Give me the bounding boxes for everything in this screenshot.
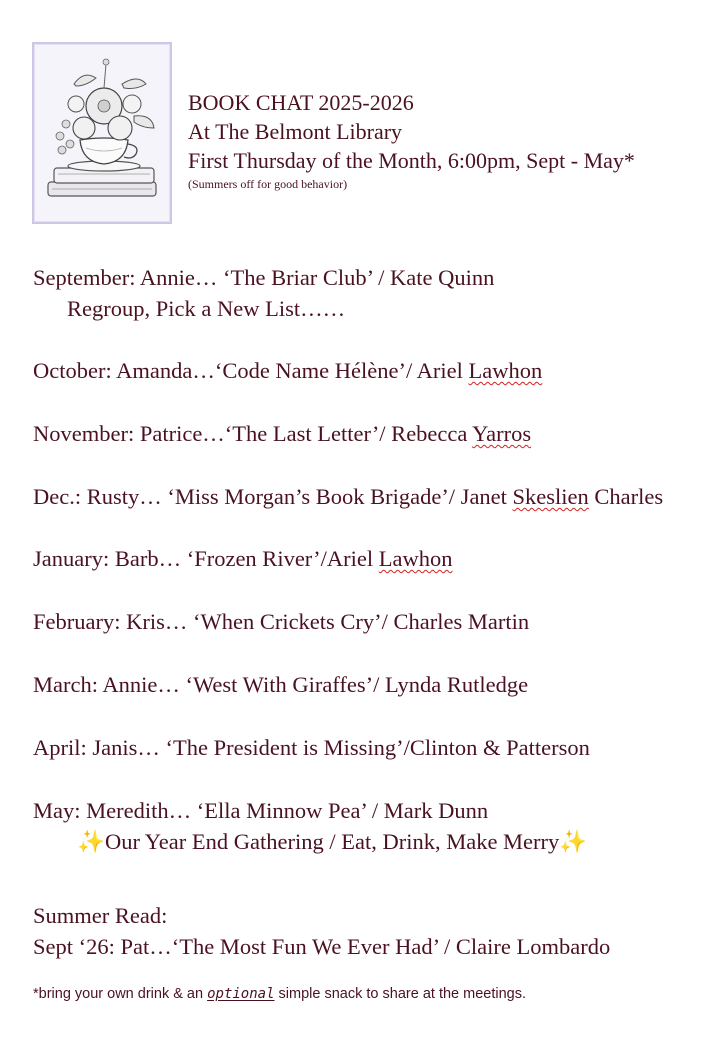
- summer-note: (Summers off for good behavior): [188, 177, 348, 191]
- entry-october-text: October: Amanda…‘Code Name Hélène’/ Ariel: [33, 358, 469, 383]
- entry-october: [33, 355, 542, 386]
- entry-december-post: Charles: [588, 484, 664, 509]
- book-chat-illustration: [32, 42, 172, 224]
- teacup-flowers-books-icon: [34, 44, 170, 222]
- spellcheck-word: Skeslien: [512, 484, 589, 509]
- entry-december: [33, 481, 663, 512]
- sparkle-icon: ✨: [77, 829, 106, 854]
- entry-march: [33, 669, 528, 700]
- footnote-text-end: simple snack to share at the meetings.: [274, 986, 526, 1002]
- entry-summer-text: Sept ‘26: Pat…‘The Most Fun We Ever Had’ / Claire Lombardo: [33, 934, 611, 959]
- entry-march-text: March: Annie… ‘West With Giraffes’/ Lynda Rutledge: [33, 672, 529, 697]
- summer-heading: Summer Read:: [33, 903, 168, 928]
- spellcheck-word: Lawhon: [378, 546, 453, 571]
- sparkle-icon: ✨: [559, 829, 588, 854]
- entry-april: [33, 732, 590, 763]
- entry-february-text: February: Kris… ‘When Crickets Cry’/ Charles Martin: [33, 609, 530, 634]
- entry-may-sub-text: Our Year End Gathering / Eat, Drink, Make Merry: [105, 829, 560, 854]
- optional-word: optional: [207, 986, 275, 1002]
- entry-january-text: January: Barb… ‘Frozen River’/Ariel: [33, 546, 379, 571]
- entry-may-sub: [33, 826, 587, 857]
- entry-september-text: September: Annie… ‘The Briar Club’ / Kate Quinn: [33, 265, 495, 290]
- entry-april-text: April: Janis… ‘The President is Missing’/Clinton & Patterson: [33, 735, 590, 760]
- entry-may-text: May: Meredith… ‘Ella Minnow Pea’ / Mark Dunn: [33, 798, 489, 823]
- entry-january: [33, 543, 452, 574]
- footnote-text: *bring your own drink & an: [33, 986, 208, 1002]
- header: [188, 88, 635, 191]
- footnote: [33, 986, 526, 1002]
- page-title: BOOK CHAT 2025-2026: [188, 90, 414, 115]
- entry-may: [33, 795, 587, 857]
- schedule-line: First Thursday of the Month, 6:00pm, Sept - May*: [188, 148, 635, 173]
- entry-september-sub: Regroup, Pick a New List……: [67, 296, 346, 321]
- spellcheck-word: Lawhon: [468, 358, 543, 383]
- entry-november-text: November: Patrice…‘The Last Letter’/ Rebecca: [33, 421, 473, 446]
- entry-december-text: Dec.: Rusty… ‘Miss Morgan’s Book Brigade’/ Janet: [33, 484, 513, 509]
- entry-february: [33, 606, 529, 637]
- location-line: At The Belmont Library: [188, 119, 403, 144]
- entry-november: [33, 418, 531, 449]
- entry-summer: [33, 900, 610, 962]
- entry-september: [33, 262, 494, 324]
- spellcheck-word: Yarros: [472, 421, 532, 446]
